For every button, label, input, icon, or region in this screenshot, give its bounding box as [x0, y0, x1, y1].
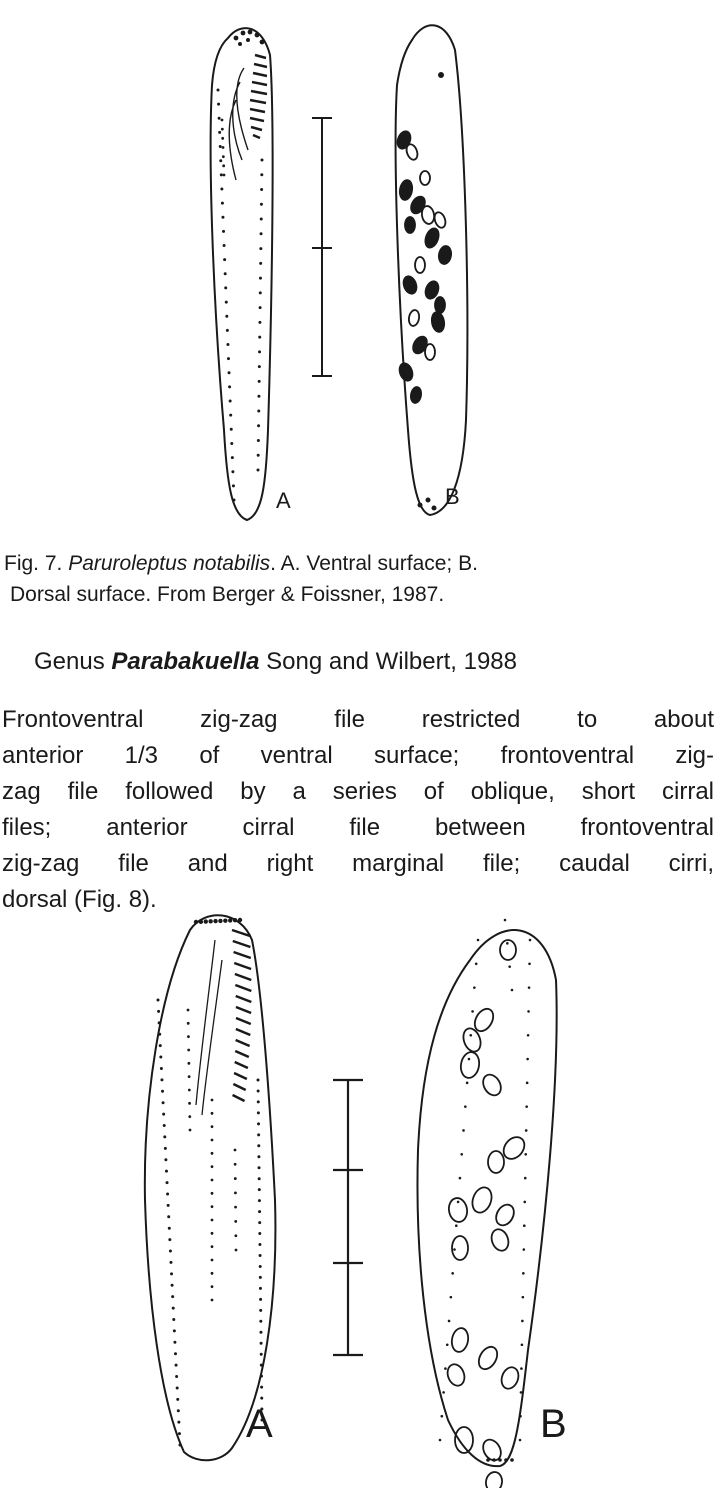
- fig7-frontal-cirri: [234, 30, 265, 46]
- caption-species: Paruroleptus notabilis: [68, 552, 271, 575]
- description-line: zig-zag file and right marginal file; caudal cirri,: [2, 850, 714, 877]
- fig7-adoral-zone: [250, 55, 267, 138]
- fig8-nuclei: [445, 940, 529, 1488]
- genus-description: [2, 702, 714, 918]
- fig7-marginal-rows: [217, 89, 264, 502]
- description-line: files; anterior cirral file between frontoventral: [2, 814, 714, 841]
- fig8-cell-b-outline: [417, 930, 556, 1466]
- genus-prefix: Genus: [34, 648, 105, 675]
- fig7-label-b: B: [445, 484, 460, 509]
- figure-7: [0, 0, 721, 535]
- fig7-cell-b-outline: [396, 25, 468, 515]
- description-line: anterior 1/3 of ventral surface; frontoventral zig-: [2, 742, 714, 769]
- fig8-adoral-zone: [232, 930, 251, 1101]
- fig8-label-b: B: [540, 1402, 567, 1446]
- fig8-label-a: A: [246, 1402, 273, 1446]
- caption-fig-number: Fig. 7.: [4, 552, 63, 575]
- fig7-label-a: A: [276, 488, 291, 513]
- caption-text-line2: Dorsal surface. From Berger & Foissner, 1987.: [10, 583, 445, 606]
- genus-heading: [34, 648, 714, 676]
- description-line: dorsal (Fig. 8).: [2, 886, 157, 913]
- caption-text-line1: . A. Ventral surface; B.: [270, 552, 478, 575]
- description-line: Frontoventral zig-zag file restricted to about: [2, 706, 714, 733]
- fig8-undulating-membrane: [196, 940, 222, 1115]
- fig8-cirral-rows: [157, 918, 264, 1447]
- figure-7-caption: [4, 548, 716, 610]
- genus-name: Parabakuella: [111, 648, 260, 675]
- fig8-scale-bar: [333, 1080, 363, 1355]
- figure-8: [0, 900, 721, 1488]
- fig7-undulating-membrane: [229, 68, 248, 180]
- fig7-nuclei: [395, 129, 452, 403]
- genus-authority: Song and Wilbert, 1988: [266, 648, 517, 675]
- description-line: zag file followed by a series of oblique, short cirral: [2, 778, 714, 805]
- fig7-scale-bar: [312, 118, 332, 376]
- fig8-cell-a-outline: [145, 915, 276, 1460]
